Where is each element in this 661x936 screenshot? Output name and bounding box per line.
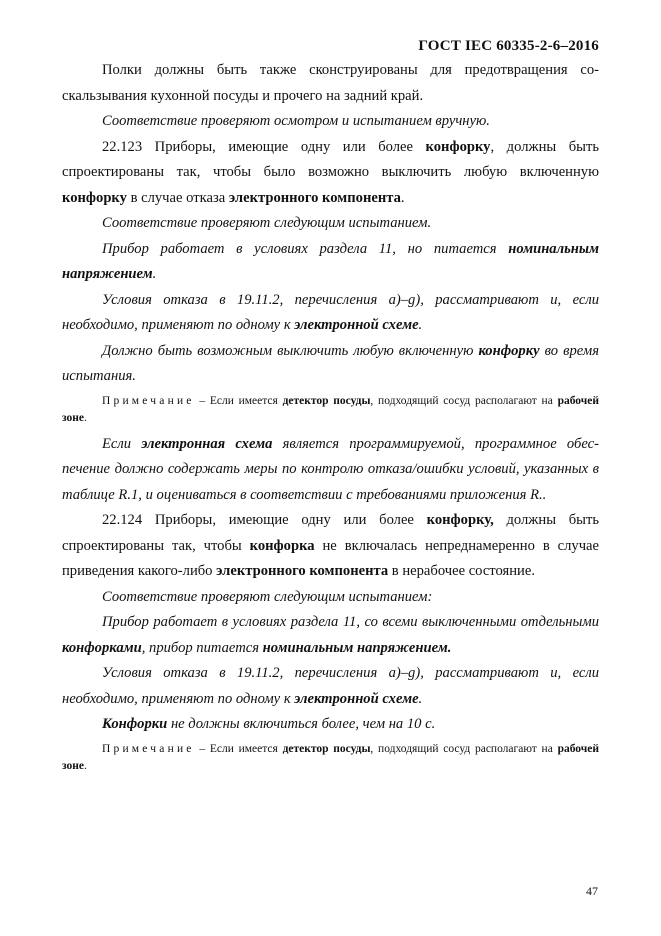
paragraph-compliance-test-2: Соответствие проверяют следующим испытанием: [102, 588, 433, 605]
note-pan-detector: Примечание – Если имеется детектор посуды, подходящий сосуд располагают на рабочей зоне. [62, 394, 599, 424]
paragraph-fault-conditions: Условия отказа в 19.11.2, перечисления а)–g), рассматривают и, если необходимо, применяют по одному к электронной схеме. [62, 291, 599, 333]
paragraph-compliance-inspection: Соответствие проверяют осмотром и испытанием вручную. [102, 113, 490, 129]
paragraph-rated-voltage: Прибор работает в условиях раздела 11, но питается номинальным напряжением. [62, 240, 599, 282]
paragraph-all-switched-off: Прибор работает в условиях раздела 11, со всеми выключенными отдельными конфорками, прибор питается номинальным напряжением. [62, 614, 599, 656]
page-number: 47 [586, 884, 598, 898]
paragraph-programmable-circuit: Если электронная схема является программируемой, программное обеспечение должно содержать меры по контролю отказа/ошибки условий, указанных в таблице R.1, и оцениваться в соответствии с требованиями приложения R.. [62, 435, 600, 503]
paragraph-22-124: 22.124 Приборы, имеющие одну или более конфорку, должны быть спроектированы так, чтобы конфорка не включалась непреднамеренно в случае приведения какого-либо электронного компонента в нерабочее состояние. [62, 512, 600, 579]
document-code-header: ГОСТ IEC 60335-2-6–2016 [418, 38, 599, 54]
paragraph-hotplates-limit: Конфорки не должны включиться более, чем на 10 с. [102, 716, 436, 732]
paragraph-shelves: Полки должны быть также сконструированы для предотвращения соскальзывания кухонной посуды и прочего на задний край. [62, 62, 599, 104]
paragraph-fault-conditions-2: Условия отказа в 19.11.2, перечисления а)–g), рассматривают и, если необходимо, применяют по одному к электронной схеме. [62, 665, 599, 707]
note-pan-detector-2: Примечание – Если имеется детектор посуды, подходящий сосуд располагают на рабочей зоне. [62, 742, 599, 772]
paragraph-switch-off-requirement: Должно быть возможным выключить любую включенную конфорку во время испытания. [62, 342, 599, 384]
paragraph-compliance-test: Соответствие проверяют следующим испытанием. [102, 215, 432, 231]
paragraph-22-123: 22.123 Приборы, имеющие одну или более конфорку, должны быть спроектированы так, чтобы было возможно выключить любую включенную конфорку в случае отказа электронного компонента. [62, 138, 599, 206]
document-body [62, 58, 599, 780]
